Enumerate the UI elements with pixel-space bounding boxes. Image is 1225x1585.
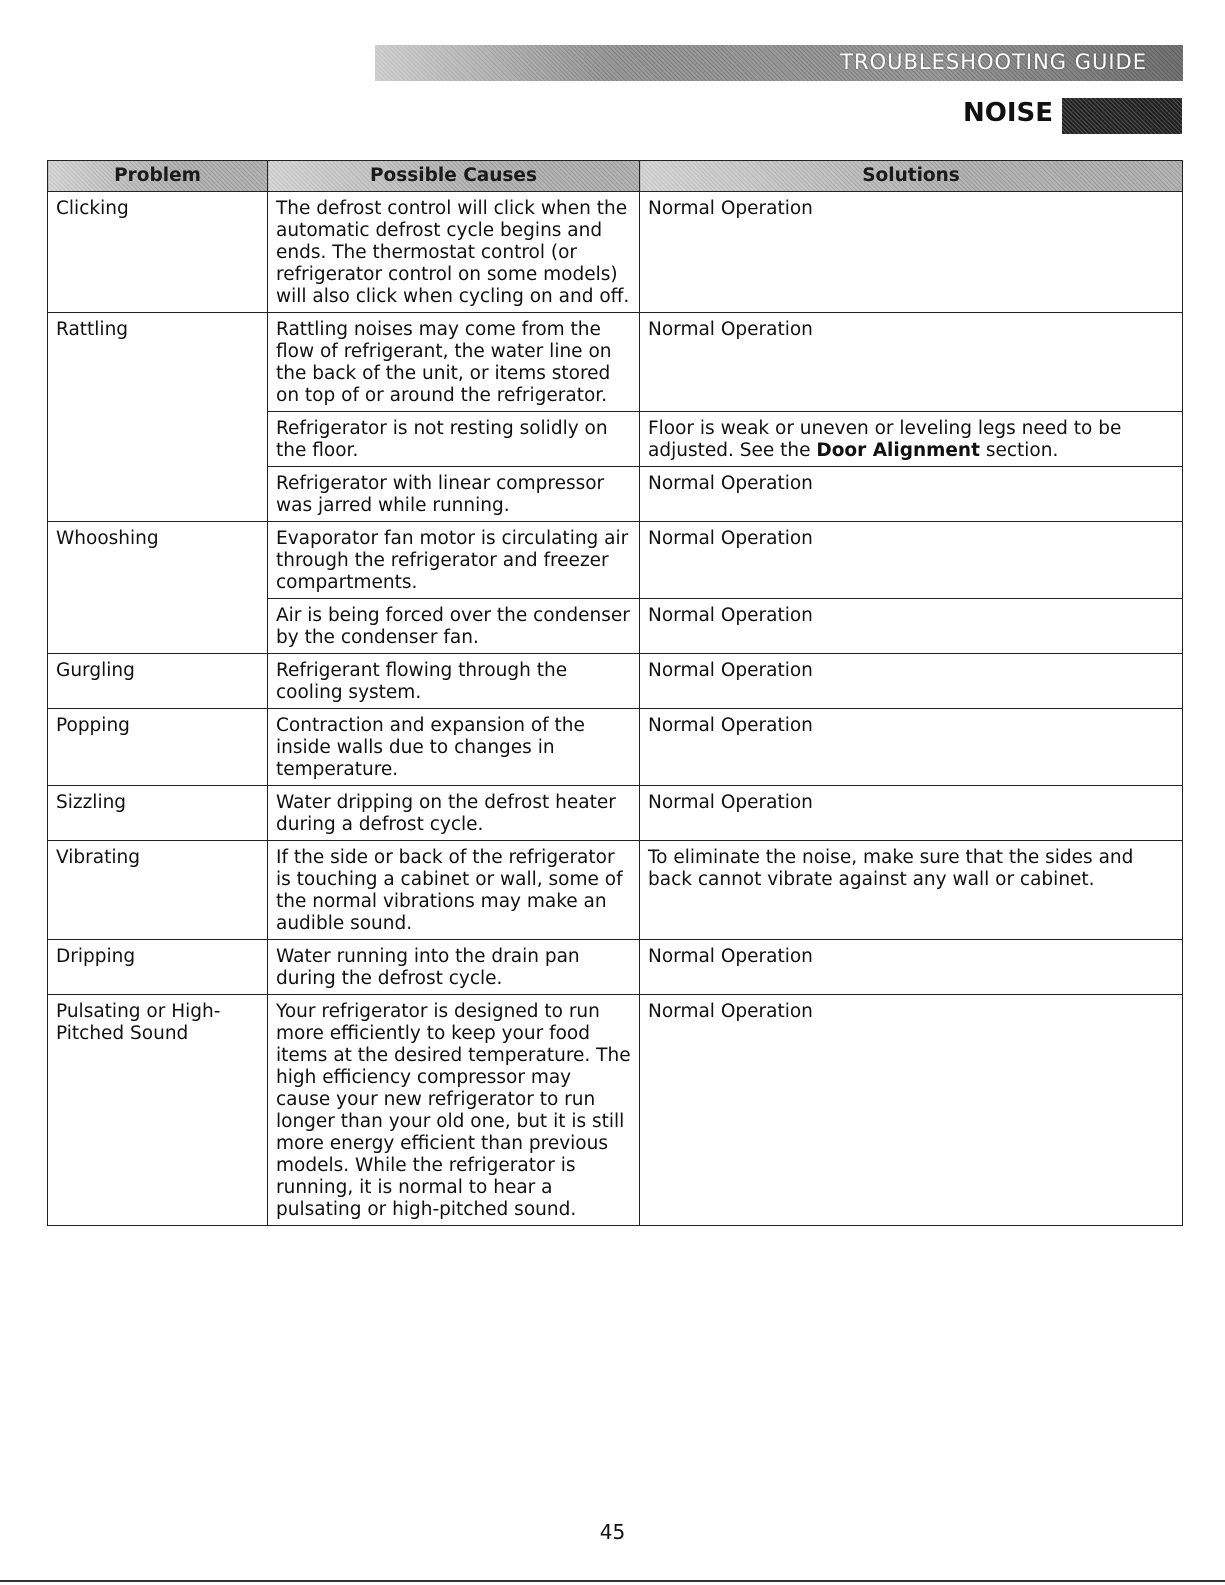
cause-cell: If the side or back of the refrigerator is touching a cabinet or wall, some of the normal vibrations may make an audible sound.	[268, 841, 640, 940]
solution-cell: Normal Operation	[640, 467, 1183, 522]
solution-cell: Normal Operation	[640, 940, 1183, 995]
banner-title: TROUBLESHOOTING GUIDE	[840, 50, 1147, 74]
solution-cell: Normal Operation	[640, 709, 1183, 786]
table-header-row	[48, 161, 1183, 192]
solution-cell	[640, 412, 1183, 467]
table-row	[48, 654, 1183, 709]
table-row	[48, 522, 1183, 599]
table-row	[48, 940, 1183, 995]
table-row	[48, 192, 1183, 313]
section-marker	[1062, 98, 1182, 134]
cause-cell: Contraction and expansion of the inside walls due to changes in temperature.	[268, 709, 640, 786]
cause-cell: Water running into the drain pan during the defrost cycle.	[268, 940, 640, 995]
solution-cell: Normal Operation	[640, 654, 1183, 709]
column-header-problem: Problem	[48, 161, 268, 192]
cause-cell: Rattling noises may come from the flow of refrigerant, the water line on the back of the unit, or items stored on top of or around the refrigerator.	[268, 313, 640, 412]
problem-cell: Gurgling	[48, 654, 268, 709]
table-row	[48, 841, 1183, 940]
solution-text: Floor is weak or uneven or leveling legs need to be adjusted. See the	[648, 418, 1122, 461]
solution-cell: Normal Operation	[640, 786, 1183, 841]
cause-cell: Water dripping on the defrost heater during a defrost cycle.	[268, 786, 640, 841]
problem-cell: Rattling	[48, 313, 268, 522]
solution-cell: To eliminate the noise, make sure that the sides and back cannot vibrate against any wall or cabinet.	[640, 841, 1183, 940]
bottom-rule	[0, 1580, 1225, 1582]
problem-cell: Pulsating or High-Pitched Sound	[48, 995, 268, 1226]
section-reference: Door Alignment	[816, 440, 980, 461]
solution-text: section.	[979, 440, 1059, 461]
section-title: NOISE	[962, 98, 1053, 128]
cause-cell: Refrigerant flowing through the cooling system.	[268, 654, 640, 709]
page-number: 45	[599, 1520, 626, 1544]
problem-cell: Dripping	[48, 940, 268, 995]
troubleshooting-table	[47, 160, 1183, 1226]
column-header-causes: Possible Causes	[268, 161, 640, 192]
cause-cell: Refrigerator with linear compressor was jarred while running.	[268, 467, 640, 522]
section-banner	[375, 45, 1183, 81]
problem-cell: Vibrating	[48, 841, 268, 940]
cause-cell: Air is being forced over the condenser by the condenser fan.	[268, 599, 640, 654]
problem-cell: Clicking	[48, 192, 268, 313]
solution-cell: Normal Operation	[640, 192, 1183, 313]
table-row	[48, 786, 1183, 841]
cause-cell: Refrigerator is not resting solidly on the floor.	[268, 412, 640, 467]
solution-cell: Normal Operation	[640, 599, 1183, 654]
solution-cell: Normal Operation	[640, 522, 1183, 599]
table-row	[48, 709, 1183, 786]
table-row	[48, 313, 1183, 412]
problem-cell: Whooshing	[48, 522, 268, 654]
cause-cell: The defrost control will click when the automatic defrost cycle begins and ends. The thermostat control (or refrigerator control on some models) will also click when cycling on and off.	[268, 192, 640, 313]
solution-cell: Normal Operation	[640, 995, 1183, 1226]
problem-cell: Popping	[48, 709, 268, 786]
solution-cell: Normal Operation	[640, 313, 1183, 412]
cause-cell: Your refrigerator is designed to run more efficiently to keep your food items at the desired temperature. The high efficiency compressor may cause your new refrigerator to run longer than your old one, but it is still more energy efficient than previous models. While the refrigerator is running, it is normal to hear a pulsating or high-pitched sound.	[268, 995, 640, 1226]
problem-cell: Sizzling	[48, 786, 268, 841]
cause-cell: Evaporator fan motor is circulating air through the refrigerator and freezer compartments.	[268, 522, 640, 599]
column-header-solutions: Solutions	[640, 161, 1183, 192]
table-row	[48, 995, 1183, 1226]
